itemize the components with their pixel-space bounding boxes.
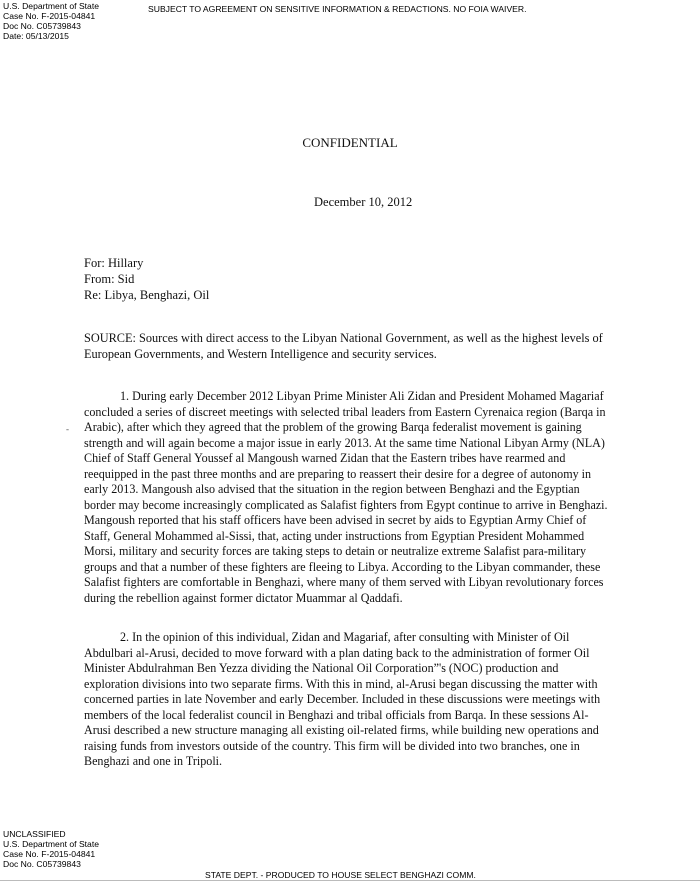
- header-meta-line: Date: 05/13/2015: [3, 31, 69, 41]
- footer-banner: STATE DEPT. - PRODUCED TO HOUSE SELECT BENGHAZI COMM.: [205, 870, 476, 880]
- footer-document-metadata: [3, 829, 99, 869]
- margin-mark: -: [66, 424, 69, 434]
- header-document-metadata: [3, 1, 99, 41]
- source-paragraph: SOURCE: Sources with direct access to the Libyan National Government, as well as the highest levels of European Governments, and Western Intelligence and security services.: [84, 331, 603, 361]
- memo-address-block: [84, 255, 209, 303]
- header-meta-line: Case No. F-2015-04841: [3, 11, 96, 21]
- classification-heading: CONFIDENTIAL: [302, 135, 398, 150]
- body-paragraph-1: [84, 389, 614, 606]
- memo-from: From: Sid: [84, 272, 135, 286]
- footer-meta-line: UNCLASSIFIED: [3, 829, 66, 839]
- footer-meta-line: Doc No. C05739843: [3, 859, 81, 869]
- body-paragraph-2: [84, 630, 614, 770]
- bottom-divider: [0, 880, 700, 881]
- memo-date: December 10, 2012: [314, 195, 413, 209]
- footer-meta-line: U.S. Department of State: [3, 839, 100, 849]
- header-meta-line: U.S. Department of State: [3, 1, 100, 11]
- memo-for: For: Hillary: [84, 256, 144, 270]
- body-paragraph-text: 2. In the opinion of this individual, Zidan and Magariaf, after consulting with Minister of Oil Abdulbari al-Arusi, decided to move forward with a plan dating back to the administration of former Oil Minister Abdulrahman Ben Yezza dividing the National Oil Corporation”'s (NOC) production and exploration divisions into two separate firms. With this in mind, al-Arusi began discussing the matter with concerned parties in late November and early December. Included in these discussions were meetings with members of the local federalist council in Benghazi and tribal officials from Barqa. In these sessions Al-Arusi described a new structure managing all existing oil-related firms, while building new operations and raising funds from investors outside of the country. This firm will be divided into two branches, one in Benghazi and one in Tripoli.: [84, 630, 601, 768]
- footer-meta-line: Case No. F-2015-04841: [3, 849, 96, 859]
- body-paragraph-text: 1. During early December 2012 Libyan Prime Minister Ali Zidan and President Mohamed Magariaf concluded a series of discreet meetings with selected tribal leaders from Eastern Cyrenaica region (Barqa in Arabic), after which they agreed that the problem of the growing Barqa federalist movement is gaining strength and will again become a major issue in early 2013. At the same time National Libyan Army (NLA) Chief of Staff General Youssef al Mangoush warned Zidan that the Eastern tribes have rearmed and reequipped in the past three months and are preparing to reassert their desire for a degree of autonomy in early 2013. Mangoush also advised that the situation in the region between Benghazi and the Egyptian border may become increasingly complicated as Salafist fighters from Egypt continue to arrive in Benghazi. Mangoush reported that his staff officers have been advised in secret by aids to Egyptian Army Chief of Staff, General Mohammed al-Sissi, that, acting under instructions from Egyptian President Mohammed Morsi, military and security forces are taking steps to detain or neutralize extreme Salafist para-military groups and that a number of these fighters are fleeing to Libya. According to the Libyan commander, these Salafist fighters are comfortable in Benghazi, where many of them served with Libyan revolutionary forces during the rebellion against former dictator Muammar al Qaddafi.: [84, 389, 608, 605]
- memo-subject: Re: Libya, Benghazi, Oil: [84, 288, 210, 302]
- header-meta-line: Doc No. C05739843: [3, 21, 81, 31]
- header-banner: SUBJECT TO AGREEMENT ON SENSITIVE INFORMATION & REDACTIONS. NO FOIA WAIVER.: [148, 4, 527, 14]
